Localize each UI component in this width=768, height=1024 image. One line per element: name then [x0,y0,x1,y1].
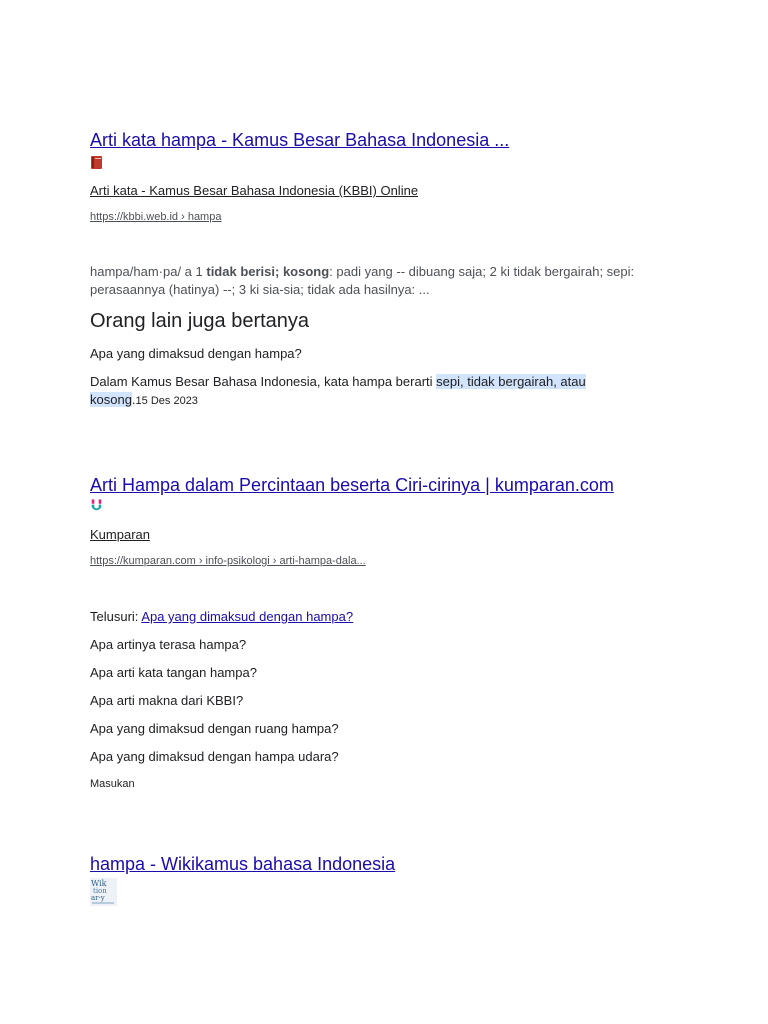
result-title-link-kbbi[interactable]: Arti kata hampa - Kamus Besar Bahasa Indonesia ... [90,130,510,150]
people-also-ask-heading: Orang lain juga bertanya [90,310,310,332]
result-snippet-kbbi [90,263,650,299]
result-title-link-kumparan[interactable]: Arti Hampa dalam Percintaan beserta Ciri-cirinya | kumparan.com [90,475,614,495]
related-question-1[interactable]: Apa artinya terasa hampa? [90,637,247,652]
answer-highlight: sepi, tidak bergairah, atau kosong [90,374,586,407]
related-question-2[interactable]: Apa arti kata tangan hampa? [90,665,257,680]
wiktionary-logo-icon [90,878,117,911]
snippet-text: : padi yang -- dibuang saja; 2 ki tidak bergairah; sepi: perasaannya (hatinya) --; 3 ki sia-sia; tidak ada hasilnya: ... [90,264,635,297]
related-question-4[interactable]: Apa yang dimaksud dengan ruang hampa? [90,721,339,736]
people-also-ask-question[interactable]: Apa yang dimaksud dengan hampa? [90,346,302,361]
explore-row [90,608,353,626]
related-question-5[interactable]: Apa yang dimaksud dengan hampa udara? [90,749,339,764]
feedback-link[interactable]: Masukan [90,778,135,790]
result-url-kumparan[interactable]: https://kumparan.com › info-psikologi › arti-hampa-dala... [90,555,366,567]
result-title-link-wiktionary[interactable]: hampa - Wikikamus bahasa Indonesia [90,854,396,874]
book-icon [90,155,103,170]
explore-link[interactable]: Apa yang dimaksud dengan hampa? [141,609,354,624]
people-also-ask-answer [90,373,630,410]
svg-text:tion: tion [93,887,107,895]
result-url-kbbi[interactable]: https://kbbi.web.id › hampa [90,211,222,223]
snippet-bold-text: tidak berisi; kosong [206,264,330,279]
result-site-name-kbbi[interactable]: Arti kata - Kamus Besar Bahasa Indonesia (KBBI) Online [90,183,419,198]
answer-date: 15 Des 2023 [135,395,198,407]
answer-text: Dalam Kamus Besar Bahasa Indonesia, kata hampa berarti [90,374,437,389]
answer-text: . [131,392,136,407]
result-site-name-kumparan[interactable]: Kumparan [90,527,150,542]
related-question-3[interactable]: Apa arti makna dari KBBI? [90,693,244,708]
svg-text:ar·y: ar·y [91,894,105,902]
svg-text:Wik: Wik [91,879,107,888]
kumparan-logo-icon [90,498,103,513]
explore-label: Telusuri: [90,609,142,624]
snippet-text: hampa/ham·pa/ a 1 [90,264,207,279]
